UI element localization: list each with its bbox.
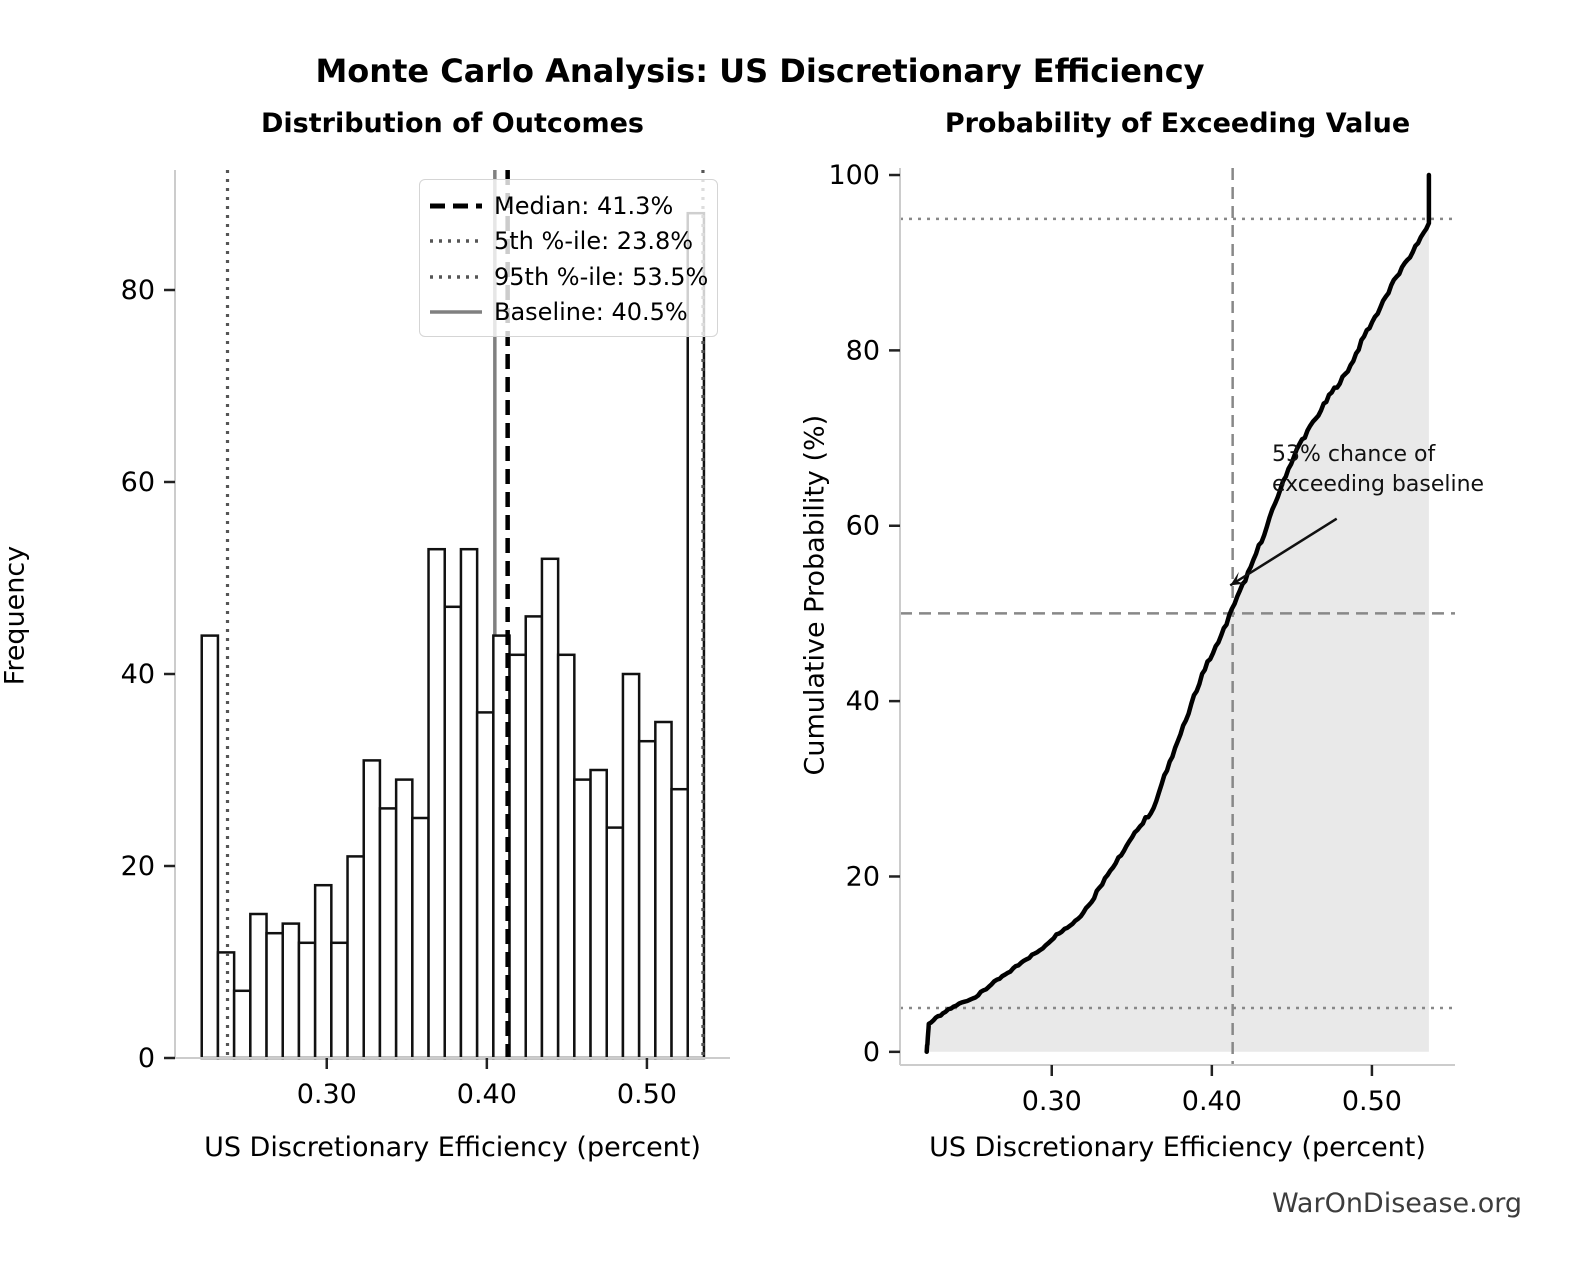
histogram-bar bbox=[348, 856, 364, 1058]
histogram-title: Distribution of Outcomes bbox=[261, 108, 644, 139]
histogram-plot-ytick-label: 40 bbox=[120, 659, 155, 690]
histogram-bar bbox=[623, 674, 639, 1058]
legend-label-p5: 5th %-ile: 23.8% bbox=[494, 227, 694, 256]
histogram-bar bbox=[558, 655, 574, 1058]
histogram-bar bbox=[331, 943, 347, 1058]
histogram-bar bbox=[526, 616, 542, 1058]
legend-item-baseline bbox=[430, 295, 707, 329]
p95-dotted-line-sample bbox=[430, 273, 482, 281]
histogram-plot-xtick-label: 0.50 bbox=[616, 1079, 677, 1110]
histogram-bar bbox=[591, 770, 607, 1058]
histogram-plot-ytick-label: 0 bbox=[137, 1043, 155, 1074]
histogram-bar bbox=[250, 914, 266, 1058]
cdf-xlabel: US Discretionary Efficiency (percent) bbox=[929, 1132, 1426, 1163]
cdf-plot-ytick-label: 100 bbox=[828, 160, 880, 192]
histogram-bar bbox=[267, 933, 283, 1058]
source-watermark: WarOnDisease.org bbox=[1271, 1188, 1522, 1219]
histogram-plot-xtick-label: 0.40 bbox=[456, 1079, 517, 1110]
histogram-bar bbox=[380, 808, 396, 1058]
annotation-line-2: exceeding baseline bbox=[1272, 471, 1485, 497]
histogram-bar bbox=[477, 712, 493, 1058]
legend-label-baseline: Baseline: 40.5% bbox=[494, 298, 688, 327]
figure-title: Monte Carlo Analysis: US Discretionary Efficiency bbox=[315, 52, 1205, 90]
histogram-xlabel: US Discretionary Efficiency (percent) bbox=[204, 1132, 701, 1163]
histogram-bar bbox=[445, 607, 461, 1058]
histogram-bar bbox=[542, 559, 558, 1058]
histogram-bar bbox=[412, 818, 428, 1058]
histogram-bar bbox=[574, 780, 590, 1058]
histogram-bar bbox=[315, 885, 331, 1058]
histogram-bar bbox=[396, 780, 412, 1058]
histogram-plot-ytick-label: 20 bbox=[120, 851, 155, 882]
legend-item-median bbox=[430, 189, 707, 223]
histogram-plot-ytick-label: 80 bbox=[120, 275, 155, 306]
cdf-ylabel: Cumulative Probability (%) bbox=[799, 414, 831, 776]
median-dashed-line-sample bbox=[430, 202, 482, 210]
histogram-bar bbox=[364, 760, 380, 1058]
histogram-bar bbox=[639, 741, 655, 1058]
legend-item-p95 bbox=[430, 260, 707, 294]
cdf-plot-ytick-label: 60 bbox=[845, 510, 880, 542]
histogram-legend bbox=[419, 179, 718, 337]
cdf-plot-ytick-label: 0 bbox=[862, 1036, 880, 1068]
histogram-bar bbox=[461, 549, 477, 1058]
annotation-line-1: 53% chance of bbox=[1272, 442, 1436, 467]
cdf-plot-xtick-label: 0.50 bbox=[1341, 1086, 1402, 1117]
p5-dotted-line-sample bbox=[430, 237, 482, 245]
histogram-bar bbox=[234, 991, 250, 1058]
cdf-annotation bbox=[1272, 440, 1522, 499]
baseline-solid-line-sample bbox=[430, 308, 482, 316]
legend-label-p95: 95th %-ile: 53.5% bbox=[494, 262, 709, 291]
histogram-bar bbox=[202, 636, 218, 1058]
histogram-plot-xtick-label: 0.30 bbox=[296, 1079, 357, 1110]
legend-label-median: Median: 41.3% bbox=[494, 191, 674, 220]
histogram-bar bbox=[299, 943, 315, 1058]
histogram-plot-ytick-label: 60 bbox=[120, 467, 155, 498]
cdf-plot-ytick-label: 80 bbox=[845, 335, 880, 367]
histogram-bar bbox=[510, 655, 526, 1058]
cdf-plot-ytick-label: 20 bbox=[845, 861, 880, 893]
legend-item-p5 bbox=[430, 224, 707, 258]
cdf-plot-xtick-label: 0.30 bbox=[1021, 1086, 1082, 1117]
histogram-bar bbox=[607, 828, 623, 1058]
histogram-bar bbox=[688, 213, 704, 1058]
histogram-bar bbox=[655, 722, 671, 1058]
histogram-bar bbox=[429, 549, 445, 1058]
cdf-title: Probability of Exceeding Value bbox=[944, 108, 1411, 139]
cdf-plot-xtick-label: 0.40 bbox=[1181, 1086, 1242, 1117]
histogram-bar bbox=[672, 789, 688, 1058]
cdf-plot-ytick-label: 40 bbox=[845, 686, 880, 718]
histogram-bar bbox=[283, 924, 299, 1058]
histogram-ylabel: Frequency bbox=[0, 545, 31, 686]
histogram-bar bbox=[218, 952, 234, 1058]
